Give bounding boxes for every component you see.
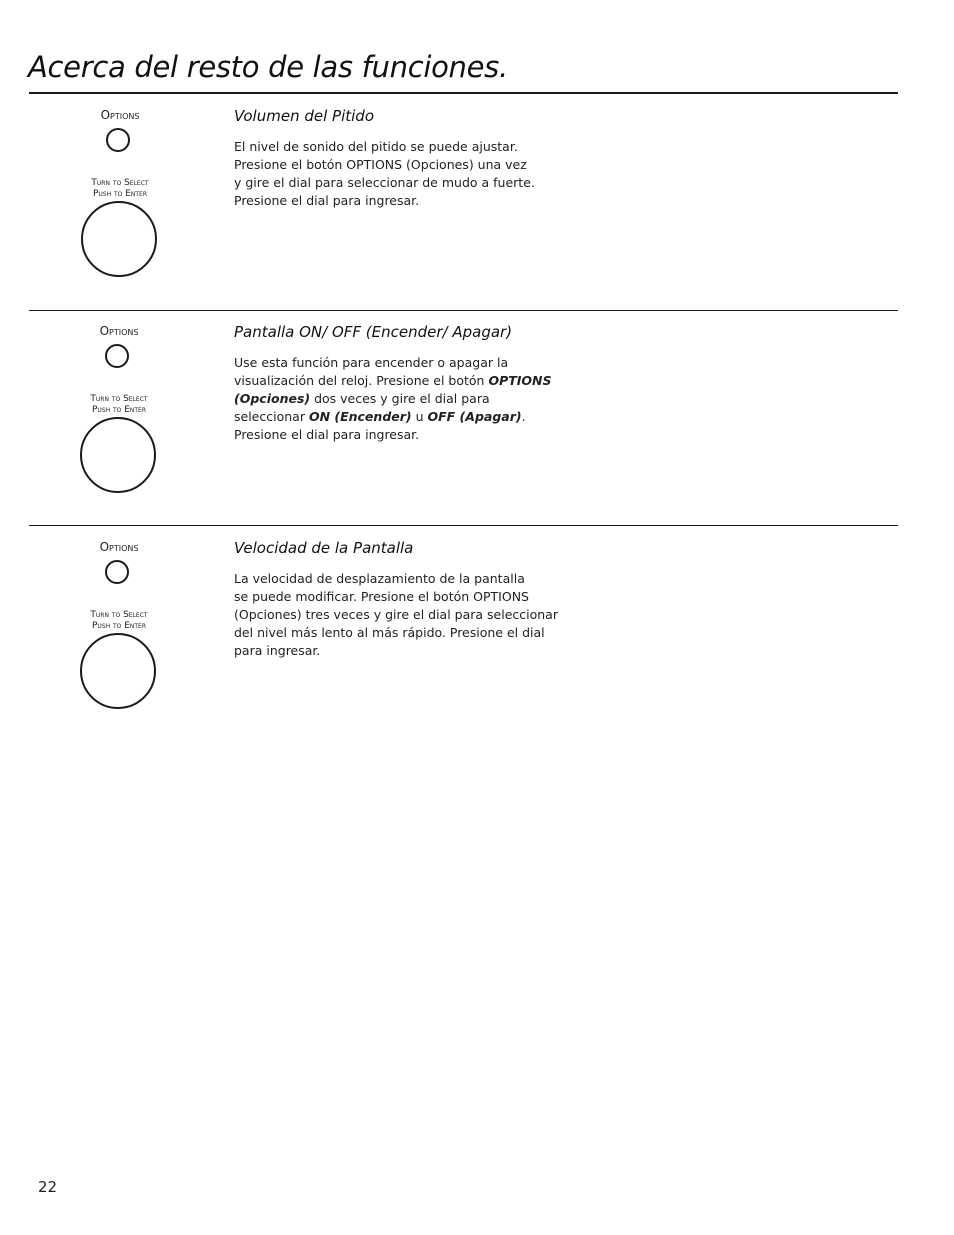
- options-label: Options: [99, 540, 139, 554]
- body-text: Use esta función para encender o apagar la visualización del reloj. Presione el botón: [234, 355, 509, 388]
- section-content: [234, 318, 564, 444]
- dial-icon: [81, 201, 157, 277]
- turn-to-select-label: Turn to Select: [90, 610, 148, 620]
- body-line: El nivel de sonido del pitido se puede ajustar.: [234, 139, 518, 154]
- dial-icon: [80, 417, 156, 493]
- body-line: (Opciones) tres veces y gire el dial para seleccionar: [234, 607, 558, 622]
- section-body: [234, 570, 574, 660]
- section-content: [234, 102, 574, 210]
- body-text: u: [411, 409, 428, 424]
- section-beep-volume: [0, 102, 954, 312]
- section-display-speed: [0, 534, 954, 744]
- push-to-enter-label: Push to Enter: [91, 621, 147, 631]
- options-button-icon: [106, 128, 130, 152]
- control-illustration: [70, 102, 170, 302]
- body-line: para ingresar.: [234, 643, 321, 658]
- title-divider: [29, 92, 898, 94]
- body-emphasis-on: ON (Encender): [308, 409, 412, 424]
- turn-to-select-label: Turn to Select: [91, 178, 149, 188]
- body-line: Presione el dial para ingresar.: [234, 193, 420, 208]
- options-button-icon: [105, 560, 129, 584]
- section-heading: Velocidad de la Pantalla: [234, 539, 414, 557]
- body-line: del nivel más lento al más rápido. Presione el dial: [234, 625, 545, 640]
- body-line: La velocidad de desplazamiento de la pantalla: [234, 571, 525, 586]
- control-illustration: [69, 534, 169, 734]
- section-heading: Pantalla ON/ OFF (Encender/ Apagar): [234, 323, 513, 341]
- body-line: se puede modificar. Presione el botón OPTIONS: [234, 589, 529, 604]
- push-to-enter-label: Push to Enter: [92, 189, 148, 199]
- body-text: dos veces y gire el dial para seleccionar: [234, 391, 490, 424]
- section-heading: Volumen del Pitido: [234, 107, 374, 125]
- body-emphasis-off: OFF (Apagar): [427, 409, 522, 424]
- options-label: Options: [99, 324, 139, 338]
- section-body: [234, 354, 564, 444]
- body-emphasis-options: OPTIONS (Opciones): [234, 373, 552, 406]
- body-line: Presione el botón OPTIONS (Opciones) una vez: [234, 157, 527, 172]
- body-line: y gire el dial para seleccionar de mudo a fuerte.: [234, 175, 535, 190]
- page-number: 22: [38, 1178, 58, 1196]
- section-divider: [29, 310, 898, 311]
- section-display-on-off: [0, 318, 954, 528]
- turn-to-select-label: Turn to Select: [90, 394, 148, 404]
- push-to-enter-label: Push to Enter: [91, 405, 147, 415]
- control-illustration: [69, 318, 169, 518]
- section-body: [234, 138, 574, 210]
- options-button-icon: [105, 344, 129, 368]
- dial-icon: [80, 633, 156, 709]
- body-text: . Presione el dial para ingresar.: [234, 409, 526, 442]
- section-divider: [29, 525, 898, 526]
- options-label: Options: [100, 108, 140, 122]
- page-title: Acerca del resto de las funciones.: [28, 50, 508, 84]
- section-content: [234, 534, 574, 660]
